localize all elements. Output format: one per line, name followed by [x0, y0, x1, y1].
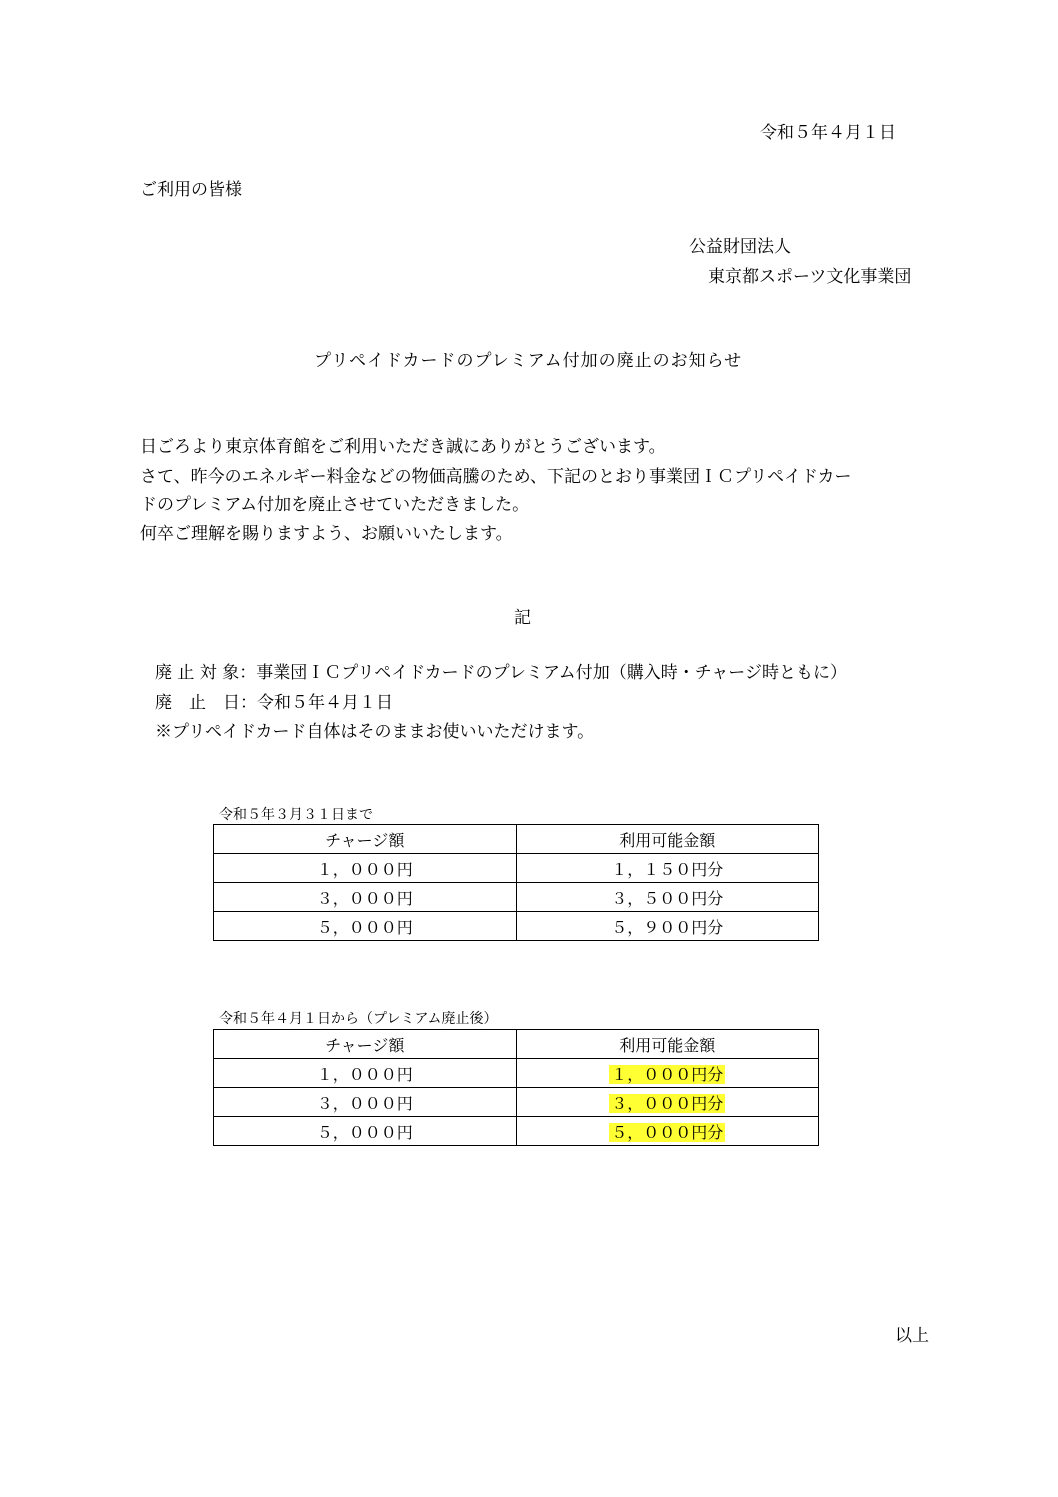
available-amount-cell: ３，５００円分	[516, 883, 819, 912]
fee-table-after	[213, 1029, 819, 1146]
charge-amount-cell: ３，０００円	[214, 883, 517, 912]
body-paragraph-line: 何卒ご理解を賜りますよう、お願いいたします。	[140, 524, 513, 544]
available-amount-cell	[516, 1088, 819, 1117]
table-caption-before: 令和５年３月３１日まで	[219, 807, 373, 823]
table-row	[214, 1059, 819, 1088]
column-header-available: 利用可能金額	[516, 825, 819, 854]
body-paragraph-line: ドのプレミアム付加を廃止させていただきました。	[140, 495, 530, 515]
table-row	[214, 1088, 819, 1117]
column-header-charge: チャージ額	[214, 825, 517, 854]
body-paragraph-line: さて、昨今のエネルギー料金などの物価高騰のため、下記のとおり事業団ＩＣプリペイドカー	[140, 467, 852, 487]
highlighted-amount: ３，０００円分	[611, 1093, 724, 1113]
body-paragraph-line: 日ごろより東京体育館をご利用いただき誠にありがとうございます。	[140, 437, 666, 457]
table-header-row	[214, 825, 819, 854]
available-amount-cell: １，１５０円分	[516, 854, 819, 883]
column-header-available: 利用可能金額	[516, 1030, 819, 1059]
document-title: プリペイドカードのプレミアム付加の廃止のお知らせ	[314, 351, 743, 371]
recipient: ご利用の皆様	[140, 180, 242, 200]
table-row	[214, 883, 819, 912]
detail-item-note: ※プリペイドカード自体はそのままお使いいただけます。	[155, 722, 595, 742]
charge-amount-cell: １，０００円	[214, 1059, 517, 1088]
available-amount-cell: ５，９００円分	[516, 912, 819, 941]
fee-table-before	[213, 824, 819, 941]
detail-item-target: 廃 止 対 象：事業団ＩＣプリペイドカードのプレミアム付加（購入時・チャージ時ともに）	[155, 663, 847, 683]
available-amount-cell	[516, 1117, 819, 1146]
highlighted-amount: ５，０００円分	[611, 1122, 724, 1142]
highlighted-amount: １，０００円分	[611, 1064, 724, 1084]
closing-remark: 以上	[895, 1326, 929, 1346]
detail-item-date: 廃 止 日：令和５年４月１日	[155, 693, 393, 713]
charge-amount-cell: ３，０００円	[214, 1088, 517, 1117]
charge-amount-cell: １，０００円	[214, 854, 517, 883]
table-caption-after: 令和５年４月１日から（プレミアム廃止後）	[219, 1011, 498, 1027]
charge-amount-cell: ５，０００円	[214, 912, 517, 941]
document-date: 令和５年４月１日	[760, 123, 896, 143]
table-row	[214, 854, 819, 883]
column-header-charge: チャージ額	[214, 1030, 517, 1059]
table-row	[214, 1117, 819, 1146]
table-row	[214, 912, 819, 941]
ki-heading: 記	[514, 608, 531, 628]
organization-name: 東京都スポーツ文化事業団	[708, 267, 912, 287]
available-amount-cell	[516, 1059, 819, 1088]
organization-type: 公益財団法人	[689, 237, 791, 257]
charge-amount-cell: ５，０００円	[214, 1117, 517, 1146]
table-header-row	[214, 1030, 819, 1059]
